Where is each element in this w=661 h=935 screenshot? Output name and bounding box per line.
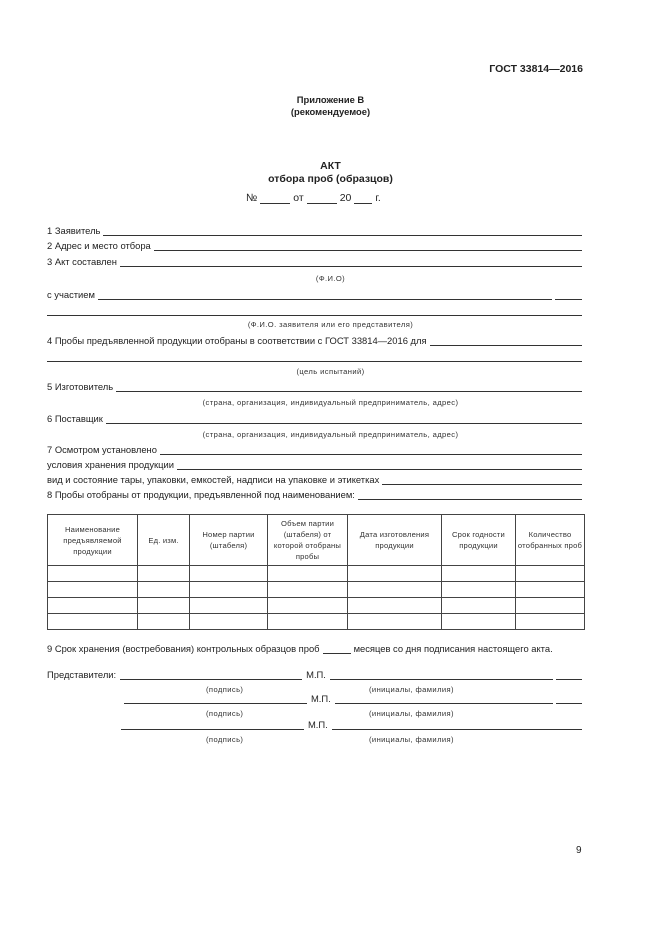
col-header-lot-number: Номер партии (штабеля) (190, 515, 268, 566)
samples-taken-row-2 (47, 350, 582, 362)
table-cell[interactable] (442, 582, 516, 598)
storage-term-after: месяцев со дня подписания настоящего акта. (353, 643, 553, 654)
storage-field[interactable] (177, 460, 582, 470)
table-cell[interactable] (190, 614, 268, 630)
table-cell[interactable] (516, 614, 585, 630)
address-label: 2 Адрес и место отбора (47, 240, 151, 251)
stamp-label-3: М.П. (308, 719, 328, 730)
inspection-label: 7 Осмотром установлено (47, 444, 157, 455)
table-cell[interactable] (268, 598, 348, 614)
purpose-hint: (цель испытаний) (296, 367, 365, 376)
packaging-field[interactable] (382, 475, 582, 485)
manufacturer-row (47, 380, 582, 392)
table-cell[interactable] (442, 598, 516, 614)
initials-field-1-end[interactable] (556, 670, 582, 680)
table-cell[interactable] (138, 566, 190, 582)
table-cell[interactable] (138, 614, 190, 630)
table-cell[interactable] (190, 582, 268, 598)
participation-field-2[interactable] (47, 306, 582, 316)
act-subtitle: отбора проб (образцов) (268, 173, 393, 185)
table-header-row (48, 515, 585, 566)
applicant-label: 1 Заявитель (47, 225, 101, 236)
table-cell[interactable] (348, 614, 442, 630)
stamp-label-1: М.П. (306, 669, 326, 680)
number-year: 20 (339, 192, 352, 204)
manufacturer-hint: (страна, организация, индивидуальный предприниматель, адрес) (202, 398, 459, 407)
drawn-up-hint: (Ф.И.О) (315, 274, 346, 283)
table-cell[interactable] (190, 598, 268, 614)
manufacturer-field[interactable] (116, 382, 582, 392)
table-cell[interactable] (348, 598, 442, 614)
applicant-field[interactable] (103, 226, 582, 236)
number-from: от (293, 192, 304, 204)
manufacturer-label: 5 Изготовитель (47, 381, 114, 392)
table-cell[interactable] (442, 614, 516, 630)
table-cell[interactable] (268, 582, 348, 598)
table-row (48, 582, 585, 598)
storage-term-row (47, 642, 582, 654)
initials-field-3[interactable] (332, 720, 582, 730)
standard-number: ГОСТ 33814—2016 (489, 63, 583, 75)
table-cell[interactable] (516, 598, 585, 614)
table-cell[interactable] (48, 582, 138, 598)
table-cell[interactable] (190, 566, 268, 582)
table-row (48, 566, 585, 582)
storage-label: условия хранения продукции (47, 459, 174, 470)
signature-field-3[interactable] (121, 720, 304, 730)
table-cell[interactable] (268, 614, 348, 630)
number-sign: № (246, 192, 258, 204)
packaging-label: вид и состояние тары, упаковки, емкостей, надписи на упаковке и этикетках (47, 474, 380, 485)
page-number: 9 (576, 845, 582, 856)
col-header-lot-volume: Объем партии (штабеля) от которой отобраны пробы (268, 515, 348, 566)
samples-purpose-field[interactable] (430, 336, 582, 346)
signature-hint-2: (подпись) (206, 709, 244, 718)
supplier-label: 6 Поставщик (47, 413, 103, 424)
col-header-sample-count: Количество отобранных проб (516, 515, 585, 566)
table-cell[interactable] (138, 582, 190, 598)
initials-hint-3: (инициалы, фамилия) (369, 735, 454, 744)
initials-field-2-end[interactable] (556, 694, 582, 704)
table-cell[interactable] (516, 582, 585, 598)
participation-row-2 (47, 304, 582, 316)
participation-hint: (Ф.И.О. заявителя или его представителя) (247, 320, 414, 329)
table-cell[interactable] (138, 598, 190, 614)
samples-taken-row (47, 334, 582, 346)
address-field[interactable] (154, 241, 582, 251)
signature-hint-1: (подпись) (206, 685, 244, 694)
samples-taken-label: 4 Пробы предъявленной продукции отобраны в соответствии с ГОСТ 33814—2016 для (47, 335, 427, 346)
applicant-row (47, 224, 582, 236)
table-cell[interactable] (268, 566, 348, 582)
table-cell[interactable] (48, 614, 138, 630)
table-cell[interactable] (48, 566, 138, 582)
col-header-manufacture-date: Дата изготовления продукции (348, 515, 442, 566)
participation-row (47, 288, 582, 300)
signature-hint-3: (подпись) (206, 735, 244, 744)
packaging-row (47, 473, 582, 485)
supplier-hint: (страна, организация, индивидуальный предприниматель, адрес) (202, 430, 459, 439)
table-cell[interactable] (348, 566, 442, 582)
number-suffix: г. (375, 192, 381, 204)
storage-term-before: 9 Срок хранения (востребования) контрольных образцов проб (47, 643, 320, 654)
product-name-field[interactable] (358, 490, 582, 500)
supplier-field[interactable] (106, 414, 582, 424)
drawn-up-row (47, 255, 582, 267)
initials-hint-1: (инициалы, фамилия) (369, 685, 454, 694)
col-header-expiry: Срок годности продукции (442, 515, 516, 566)
stamp-label-2: М.П. (311, 693, 331, 704)
appendix-subtitle: (рекомендуемое) (290, 106, 371, 117)
appendix-title: Приложение В (296, 94, 365, 105)
storage-row (47, 458, 582, 470)
table-row (48, 598, 585, 614)
supplier-row (47, 412, 582, 424)
storage-term-months-field[interactable] (323, 644, 351, 654)
product-name-row (47, 488, 582, 500)
table-cell[interactable] (516, 566, 585, 582)
number-blank[interactable] (260, 193, 290, 204)
inspection-row (47, 443, 582, 455)
signature-row-1 (47, 668, 582, 680)
participation-label: с участием (47, 289, 95, 300)
col-header-unit: Ед. изм. (138, 515, 190, 566)
participation-field[interactable] (98, 290, 552, 300)
initials-hint-2: (инициалы, фамилия) (369, 709, 454, 718)
year-blank[interactable] (354, 193, 372, 204)
date-blank[interactable] (307, 193, 337, 204)
table-cell[interactable] (442, 566, 516, 582)
signature-field-1[interactable] (120, 670, 302, 680)
representatives-label: Представители: (47, 669, 117, 680)
participation-field-end[interactable] (555, 290, 582, 300)
initials-field-1[interactable] (330, 670, 553, 680)
table-cell[interactable] (48, 598, 138, 614)
initials-field-2[interactable] (335, 694, 553, 704)
drawn-up-field[interactable] (120, 257, 582, 267)
col-header-product-name: Наименование предъявляемой продукции (48, 515, 138, 566)
samples-table (47, 514, 585, 630)
signature-row-2 (124, 692, 582, 704)
signature-row-3 (121, 718, 582, 730)
table-cell[interactable] (348, 582, 442, 598)
samples-purpose-field-2[interactable] (47, 352, 582, 362)
act-number-line (246, 190, 381, 204)
table-row (48, 614, 585, 630)
address-row (47, 239, 582, 251)
signature-field-2[interactable] (124, 694, 307, 704)
act-title: АКТ (320, 160, 341, 172)
drawn-up-label: 3 Акт составлен (47, 256, 117, 267)
product-name-label: 8 Пробы отобраны от продукции, предъявленной под наименованием: (47, 489, 355, 500)
inspection-field[interactable] (160, 445, 582, 455)
